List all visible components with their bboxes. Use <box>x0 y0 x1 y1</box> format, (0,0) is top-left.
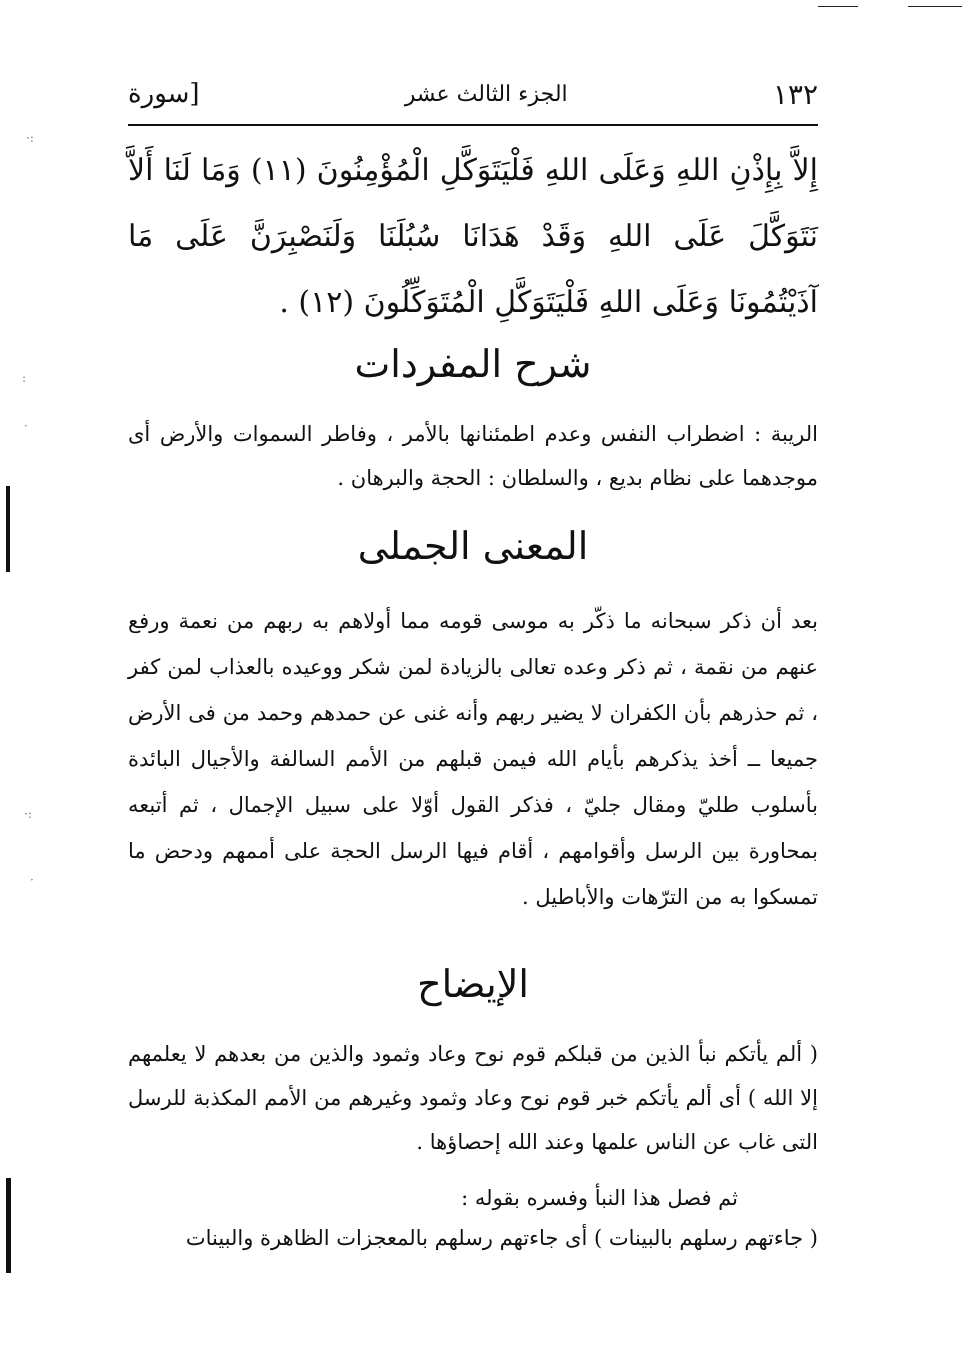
explanation-paragraph: ( ألم يأتكم نبأ الذين من قبلكم قوم نوح وعاد وثمود والذين من بعدهم لا يعلمهم إلا الله ) أى ألم يأتكم خبر قوم نوح وعاد وثمود وغيرهم من الأمم المكذبة للرسل التى غاب عن الناس علمها وعند الله إحصاؤها . <box>128 1042 818 1154</box>
general-meaning-paragraph: بعد أن ذكر سبحانه ما ذكّر به موسى قومه مما أولاهم به ربهم من نعمة ورفع عنهم من نقمة ، ثم ذكر وعده تعالى بالزيادة لمن شكر ووعيده بالعذاب لمن كفر ، ثم حذرهم بأن الكفران لا يضير ربهم وأنه غنى عن حمدهم وحمد من فى الأرض جميعا ــ أخذ يذكرهم بأيام الله فيمن قبلهم من الأمم السالفة والأجيال البائدة بأسلوب طليّ ومقال جليّ ، فذكر القول أوّلا على سبيل الإجمال ، ثم أتبعه بمحاورة بين الرسل وأقوامهم ، أقام فيها الرسل الحجة على أممهم ودحض ما تمسكوا به من الترّهات والأباطيل . <box>128 609 818 909</box>
scan-speck: : <box>22 371 27 385</box>
explanation-verse-gloss: ( جاءتهم رسلهم بالبينات ) أى جاءتهم رسلهم بالمعجزات الظاهرة والبينات <box>185 1226 818 1250</box>
scan-edge-rule <box>818 6 858 7</box>
explanation-heading: الإيضاح <box>417 962 529 1006</box>
explanation-lead-in: ثم فصل هذا النبأ وفسره بقوله : <box>461 1186 738 1210</box>
vocabulary-paragraph: الريبة : اضطراب النفس وعدم اطمئنانها بالأمر ، وفاطر السموات والأرض أى موجدهما على نظام بديع ، والسلطان : الحجة والبرهان . <box>128 422 818 490</box>
sura-label: [سورة <box>128 79 200 109</box>
scan-edge-rule <box>908 6 962 7</box>
part-title: الجزء الثالث عشر <box>404 81 568 107</box>
scan-speck: ·: <box>26 131 34 145</box>
scan-binding-shadow <box>6 486 10 572</box>
header-divider <box>128 124 818 126</box>
vocabulary-heading: شرح المفردات <box>354 342 592 386</box>
scan-speck: ·: <box>24 807 32 821</box>
explanation-continuation <box>128 1178 818 1258</box>
scan-speck: · <box>30 873 34 887</box>
scan-speck: · <box>24 419 28 433</box>
page-number: ١٣٢ <box>772 77 818 111</box>
general-meaning-heading: المعنى الجملى <box>357 524 589 568</box>
quran-verse-block: إِلاَّ بِإِذْنِ اللهِ وَعَلَى اللهِ فَلْيَتَوَكَّلِ الْمُؤْمِنُونَ (١١) وَمَا لَنَا أَلاَّ نَتَوَكَّلَ عَلَى اللهِ وَقَدْ هَدَانَا سُبُلَنَا وَلَنَصْبِرَنَّ عَلَى مَا آذَيْتُمُونَا وَعَلَى اللهِ فَلْيَتَوَكَّلِ الْمُتَوَكِّلُونَ (١٢) . <box>128 153 819 320</box>
running-header <box>128 72 818 116</box>
scan-binding-shadow <box>6 1178 11 1273</box>
